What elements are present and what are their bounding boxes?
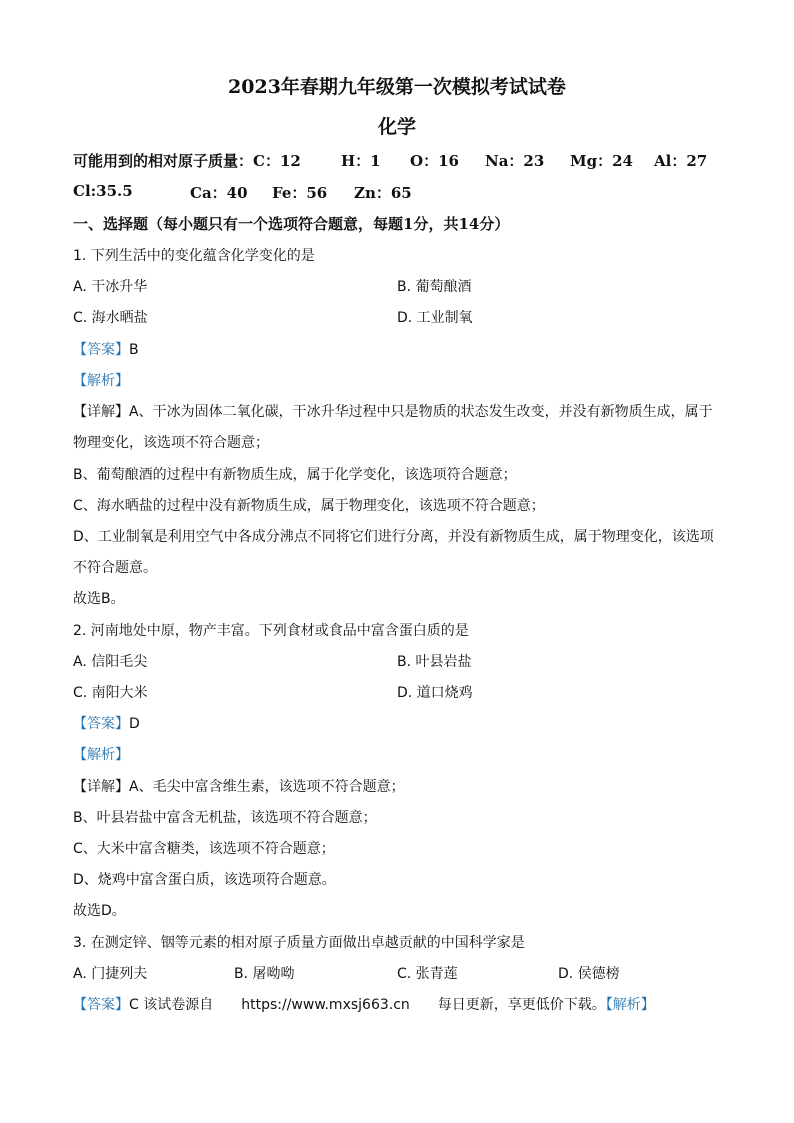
q2-detail-4: D、烧鸡中富含蛋白质，该选项符合题意。 bbox=[73, 872, 336, 888]
q3-stem: 3. 在测定锌、铟等元素的相对原子质量方面做出卓越贡献的中国科学家是 bbox=[73, 935, 525, 951]
q1-conclusion: 故选B。 bbox=[73, 591, 125, 607]
q1-option-a: A. 干冰升华 bbox=[73, 279, 148, 295]
detail-tag: 【详解】 bbox=[73, 404, 129, 420]
answer-value: B bbox=[129, 342, 139, 358]
answer-tag: 【答案】 bbox=[73, 342, 129, 358]
atomic-mass-ca: Ca：40 bbox=[190, 184, 248, 202]
analysis-tag: 【解析】 bbox=[73, 747, 129, 763]
q1-detail-2: B、葡萄酿酒的过程中有新物质生成，属于化学变化，该选项符合题意； bbox=[73, 467, 517, 483]
page-title: 2023年春期九年级第一次模拟考试试卷 bbox=[228, 76, 566, 98]
q1-detail-1 bbox=[73, 401, 713, 421]
q1-stem: 1. 下列生活中的变化蕴含化学变化的是 bbox=[73, 248, 315, 264]
q2-option-c: C. 南阳大米 bbox=[73, 685, 148, 701]
q2-option-a: A. 信阳毛尖 bbox=[73, 654, 148, 670]
q3-option-b: B. 屠呦呦 bbox=[234, 966, 295, 982]
q1-option-c: C. 海水晒盐 bbox=[73, 310, 148, 326]
atomic-mass-o: O：16 bbox=[410, 152, 459, 170]
answer-tag: 【答案】 bbox=[73, 997, 129, 1013]
q3-option-d: D. 侯德榜 bbox=[558, 966, 620, 982]
q2-detail-2: B、叶县岩盐中富含无机盐，该选项不符合题意； bbox=[73, 810, 377, 826]
atomic-mass-h: H：1 bbox=[341, 152, 381, 170]
q1-detail-4b: 不符合题意。 bbox=[73, 560, 157, 576]
atomic-mass-c: 可能用到的相对原子质量：C：12 bbox=[73, 152, 301, 170]
q1-detail-3: C、海水晒盐的过程中没有新物质生成，属于物理变化，该选项不符合题意； bbox=[73, 498, 545, 514]
q1-option-d: D. 工业制氧 bbox=[397, 310, 473, 326]
answer-value: D bbox=[129, 716, 140, 732]
q3-answer bbox=[73, 994, 655, 1014]
q2-detail-3: C、大米中富含糖类，该选项不符合题意； bbox=[73, 841, 335, 857]
answer-value: C bbox=[129, 997, 139, 1013]
q1-analysis bbox=[73, 370, 129, 390]
q2-option-b: B. 叶县岩盐 bbox=[397, 654, 472, 670]
atomic-mass-zn: Zn：65 bbox=[354, 184, 412, 202]
q2-option-d: D. 道口烧鸡 bbox=[397, 685, 473, 701]
q3-option-a: A. 门捷列夫 bbox=[73, 966, 148, 982]
q2-detail-1 bbox=[73, 776, 405, 796]
section-heading: 一、选择题（每小题只有一个选项符合题意，每题1分，共14分） bbox=[73, 215, 510, 233]
analysis-tag: 【解析】 bbox=[73, 373, 129, 389]
detail-tag: 【详解】 bbox=[73, 779, 129, 795]
atomic-mass-fe: Fe：56 bbox=[272, 184, 328, 202]
q2-conclusion: 故选D。 bbox=[73, 903, 126, 919]
source-footer-text: 该试卷源自 https://www.mxsj663.cn 每日更新，享更低价下载。 bbox=[143, 997, 606, 1013]
q2-analysis bbox=[73, 744, 129, 764]
q3-option-c: C. 张青莲 bbox=[397, 966, 458, 982]
detail-text: A、毛尖中富含维生素，该选项不符合题意； bbox=[129, 779, 405, 795]
answer-tag: 【答案】 bbox=[73, 716, 129, 732]
q1-option-b: B. 葡萄酿酒 bbox=[397, 279, 472, 295]
analysis-tag: 【解析】 bbox=[605, 997, 655, 1013]
q2-answer bbox=[73, 713, 140, 733]
q1-detail-4: D、工业制氧是利用空气中各成分沸点不同将它们进行分离，并没有新物质生成，属于物理变化，该选项 bbox=[73, 529, 714, 545]
q1-detail-1b: 物理变化，该选项不符合题意； bbox=[73, 435, 269, 451]
q1-answer bbox=[73, 339, 139, 359]
atomic-mass-al: Al：27 bbox=[654, 152, 708, 170]
atomic-mass-mg: Mg：24 bbox=[570, 152, 633, 170]
q2-stem: 2. 河南地处中原，物产丰富。下列食材或食品中富含蛋白质的是 bbox=[73, 623, 469, 639]
subject-title: 化学 bbox=[377, 116, 416, 138]
atomic-mass-na: Na：23 bbox=[485, 152, 545, 170]
detail-text: A、干冰为固体二氧化碳，干冰升华过程中只是物质的状态发生改变，并没有新物质生成，属于 bbox=[129, 404, 713, 420]
atomic-mass-cl: Cl:35.5 bbox=[73, 182, 133, 200]
